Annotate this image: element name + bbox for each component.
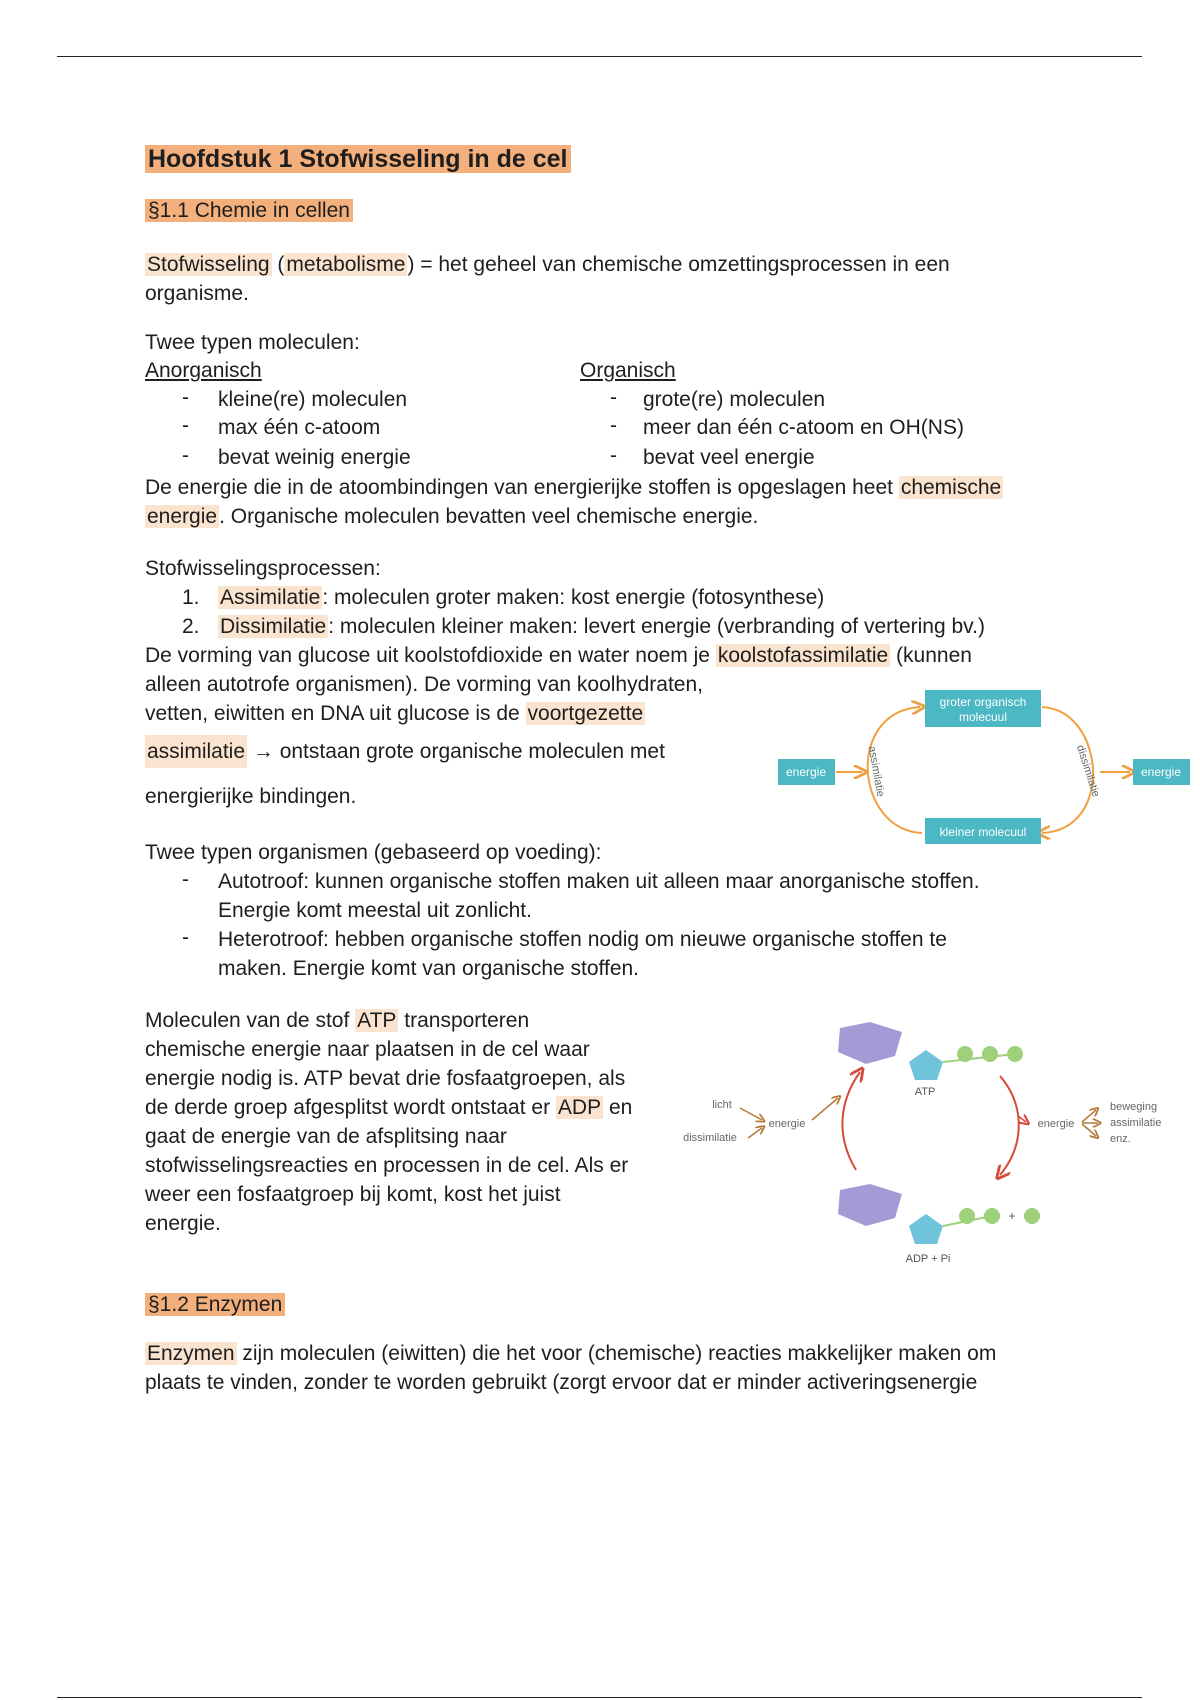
adp-ribose-shape (909, 1214, 943, 1244)
glucose-line-5: energierijke bindingen. (145, 785, 357, 808)
enzymen-paragraph (145, 1339, 1095, 1397)
atp-to-adp-arrow (1000, 1076, 1019, 1175)
bottom-rule (57, 1697, 1142, 1698)
atp-adenine-shape (838, 1022, 902, 1064)
definition-line-1: Stofwisseling (metabolisme) = het geheel van chemische omzettingsprocessen in een (147, 253, 950, 276)
adp-adenine-shape (838, 1184, 902, 1226)
anorganisch-item: max één c-atoom (218, 416, 381, 439)
organism-item-heterotroof: Heterotroof: hebben organische stoffen nodig om nieuwe organische stoffen te maken. Energie komt van organische stoffen. (218, 928, 947, 980)
organism-item-autotroof: Autotroof: kunnen organische stoffen maken uit alleen maar anorganische stoffen. Energie komt meestal uit zonlicht. (218, 870, 980, 922)
energie-left-arrow (812, 1098, 838, 1120)
anorganisch-item: kleine(re) moleculen (218, 388, 408, 411)
dissimilation-arc-label: dissimilatie (1073, 743, 1102, 799)
atp-bond (943, 1054, 1015, 1062)
organisch-item: meer dan één c-atoom en OH(NS) (643, 416, 964, 439)
glucose-line-1: De vorming van glucose uit koolstofdioxide en water noem je koolstofassimilatie (kunnen (145, 644, 972, 667)
bullet-dash: - (182, 414, 189, 437)
chapter-title: Hoofdstuk 1 Stofwisseling in de cel (145, 145, 571, 174)
atp-phosphate-1 (957, 1046, 973, 1062)
energy-line-1: De energie die in de atoombindingen van energierijke stoffen is opgeslagen heet chemische (145, 476, 1002, 499)
atp-paragraph: Moleculen van de stof ATP transporteren chemische energie naar plaatsen in de cel waar energie nodig is. ATP bevat drie fosfaatgroepen, als de derde groep afgesplitst wordt ontstaat er ADP en gaat de energie van de afsplitsing naar stofwisselingsreacties en processen in de cel. Als er weer een fosfaatgroep bij komt, kost het juist energie. (145, 1009, 633, 1235)
energy-in-label: energie (785, 765, 827, 779)
adp-to-atp-arrow (842, 1072, 860, 1170)
licht-arrow (740, 1108, 762, 1120)
atp-phosphate-3 (1007, 1046, 1023, 1062)
use-enz: enz. (1110, 1133, 1131, 1145)
energie-right-label: energie (1037, 1118, 1075, 1130)
bullet-dash: - (610, 414, 617, 437)
organisch-label: Organisch (580, 359, 676, 382)
process-item: Dissimilatie: moleculen kleiner maken: levert energie (verbranding of vertering bv.) (220, 615, 985, 638)
process-item: Assimilatie: moleculen groter maken: kost energie (fotosynthese) (220, 586, 825, 609)
processes-intro: Stofwisselingsprocessen: (145, 557, 381, 580)
energy-paragraph (145, 473, 1065, 531)
organisch-item: bevat veel energie (643, 446, 815, 469)
plus-sign: + (1008, 1209, 1016, 1223)
top-rule (57, 56, 1142, 57)
atp-ribose-shape (909, 1050, 943, 1080)
bullet-dash: - (182, 926, 189, 949)
process-number: 2. (182, 615, 200, 638)
adp-phosphate-1 (959, 1208, 975, 1224)
adp-label: ADP + Pi (905, 1253, 951, 1265)
dissimilatie-arrow (748, 1128, 762, 1138)
use-assimilatie: assimilatie (1110, 1117, 1162, 1129)
glucose-line-3: vetten, eiwitten en DNA uit glucose is de voortgezette (145, 702, 644, 725)
atp-label: ATP (914, 1086, 936, 1098)
definition-line-2: organisme. (145, 282, 249, 305)
section-heading-1-1: §1.1 Chemie in cellen (145, 199, 353, 223)
licht-label: licht (712, 1099, 732, 1111)
enzymen-line-1: Enzymen zijn moleculen (eiwitten) die het voor (chemische) reacties makkelijker maken om (147, 1342, 997, 1365)
definition-paragraph (145, 250, 1045, 308)
organisch-item: grote(re) moleculen (643, 388, 826, 411)
larger-molecule-label: molecuul (958, 710, 1008, 724)
use-arrow-1 (1082, 1110, 1096, 1122)
atp-adp-diagram (670, 1010, 1190, 1270)
organisms-intro: Twee typen organismen (gebaseerd op voeding): (145, 841, 602, 864)
adp-phosphate-2 (984, 1208, 1000, 1224)
assimilation-arc-label: assimilatie (865, 745, 887, 798)
atp-phosphate-2 (982, 1046, 998, 1062)
larger-molecule-label: groter organisch (939, 695, 1027, 709)
dissimilatie-label: dissimilatie (683, 1132, 737, 1144)
section-heading-1-2: §1.2 Enzymen (145, 1293, 285, 1317)
assimilation-dissimilation-diagram (770, 680, 1196, 855)
types-intro: Twee typen moleculen: (145, 331, 360, 354)
glucose-line-4: assimilatie → ontstaan grote organische moleculen met (145, 737, 665, 766)
enzymen-line-2: plaats te vinden, zonder te worden gebruikt (zorgt ervoor dat er minder activeringsenergie (145, 1371, 978, 1394)
process-number: 1. (182, 586, 200, 609)
free-phosphate (1024, 1208, 1040, 1224)
use-beweging: beweging (1110, 1101, 1158, 1113)
use-arrow-3 (1082, 1124, 1096, 1136)
energy-line-2: energie. Organische moleculen bevatten veel chemische energie. (147, 505, 759, 528)
bullet-dash: - (610, 386, 617, 409)
bullet-dash: - (182, 868, 189, 891)
energie-left-label: energie (768, 1118, 806, 1130)
anorganisch-item: bevat weinig energie (218, 446, 411, 469)
energy-out-label: energie (1140, 765, 1182, 779)
smaller-molecule-label: kleiner molecuul (939, 825, 1027, 839)
anorganisch-label: Anorganisch (145, 359, 262, 382)
bullet-dash: - (182, 444, 189, 467)
bullet-dash: - (182, 386, 189, 409)
bullet-dash: - (610, 444, 617, 467)
glucose-line-2: alleen autotrofe organismen). De vorming van koolhydraten, (145, 673, 703, 696)
